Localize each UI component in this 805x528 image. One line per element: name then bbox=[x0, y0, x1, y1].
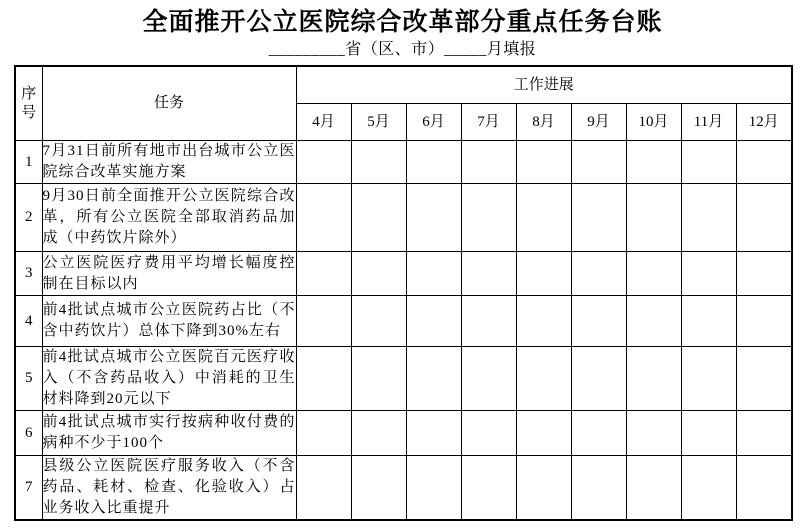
task-text: 前4批试点城市实行按病种收付费的病种不少于100个 bbox=[42, 411, 296, 456]
progress-cell bbox=[626, 252, 681, 296]
progress-cell bbox=[461, 141, 516, 184]
table-row bbox=[15, 184, 792, 252]
progress-cell bbox=[516, 296, 571, 347]
progress-cell bbox=[626, 347, 681, 411]
progress-cell bbox=[681, 456, 736, 521]
progress-cell bbox=[406, 347, 461, 411]
task-text: 前4批试点城市公立医院药占比（不含中药饮片）总体下降到30%左右 bbox=[42, 296, 296, 347]
header-task: 任务 bbox=[42, 66, 296, 141]
progress-cell bbox=[351, 141, 406, 184]
progress-cell bbox=[571, 252, 626, 296]
progress-cell bbox=[571, 347, 626, 411]
progress-cell bbox=[406, 252, 461, 296]
progress-cell bbox=[461, 347, 516, 411]
progress-cell bbox=[461, 296, 516, 347]
table-row bbox=[15, 141, 792, 184]
progress-cell bbox=[681, 296, 736, 347]
header-month-oct: 10月 bbox=[626, 104, 681, 141]
progress-cell bbox=[406, 456, 461, 521]
header-month-may: 5月 bbox=[351, 104, 406, 141]
table-row bbox=[15, 296, 792, 347]
table-row bbox=[15, 456, 792, 521]
header-work-progress: 工作进展 bbox=[296, 66, 792, 104]
row-number: 7 bbox=[15, 456, 42, 521]
task-text: 7月31日前所有地市出台城市公立医院综合改革实施方案 bbox=[42, 141, 296, 184]
progress-cell bbox=[626, 141, 681, 184]
row-number: 1 bbox=[15, 141, 42, 184]
progress-cell bbox=[461, 456, 516, 521]
header-month-sep: 9月 bbox=[571, 104, 626, 141]
progress-cell bbox=[296, 456, 351, 521]
progress-cell bbox=[461, 411, 516, 456]
progress-cell bbox=[736, 184, 792, 252]
progress-cell bbox=[351, 411, 406, 456]
document-subtitle: _________省（区、市）_____月填报 bbox=[268, 41, 537, 58]
progress-cell bbox=[571, 411, 626, 456]
task-text: 前4批试点城市公立医院百元医疗收入（不含药品收入）中消耗的卫生材料降到20元以下 bbox=[42, 347, 296, 411]
header-month-jul: 7月 bbox=[461, 104, 516, 141]
progress-cell bbox=[406, 141, 461, 184]
task-text: 公立医院医疗费用平均增长幅度控制在目标以内 bbox=[42, 252, 296, 296]
progress-cell bbox=[626, 456, 681, 521]
progress-cell bbox=[626, 184, 681, 252]
progress-cell bbox=[681, 252, 736, 296]
progress-cell bbox=[516, 347, 571, 411]
table-row bbox=[15, 411, 792, 456]
progress-cell bbox=[406, 411, 461, 456]
progress-cell bbox=[571, 456, 626, 521]
progress-cell bbox=[516, 456, 571, 521]
progress-cell bbox=[736, 296, 792, 347]
progress-cell bbox=[296, 411, 351, 456]
progress-cell bbox=[351, 184, 406, 252]
progress-cell bbox=[296, 252, 351, 296]
progress-cell bbox=[296, 347, 351, 411]
progress-cell bbox=[736, 411, 792, 456]
header-month-jun: 6月 bbox=[406, 104, 461, 141]
progress-cell bbox=[571, 141, 626, 184]
progress-cell bbox=[571, 296, 626, 347]
table-row bbox=[15, 347, 792, 411]
progress-cell bbox=[736, 252, 792, 296]
progress-cell bbox=[516, 184, 571, 252]
progress-cell bbox=[296, 141, 351, 184]
progress-cell bbox=[516, 252, 571, 296]
progress-cell bbox=[351, 456, 406, 521]
task-text: 9月30日前全面推开公立医院综合改革，所有公立医院全部取消药品加成（中药饮片除外） bbox=[42, 184, 296, 252]
progress-cell bbox=[681, 141, 736, 184]
header-month-aug: 8月 bbox=[516, 104, 571, 141]
progress-cell bbox=[351, 296, 406, 347]
progress-cell bbox=[681, 184, 736, 252]
progress-cell bbox=[351, 252, 406, 296]
task-ledger-table bbox=[14, 65, 793, 521]
row-number: 5 bbox=[15, 347, 42, 411]
row-number: 3 bbox=[15, 252, 42, 296]
progress-cell bbox=[351, 347, 406, 411]
header-serial-number: 序号 bbox=[15, 66, 42, 141]
progress-cell bbox=[681, 347, 736, 411]
progress-cell bbox=[736, 141, 792, 184]
progress-cell bbox=[296, 296, 351, 347]
progress-cell bbox=[296, 184, 351, 252]
progress-cell bbox=[681, 411, 736, 456]
progress-cell bbox=[571, 184, 626, 252]
progress-cell bbox=[626, 296, 681, 347]
header-month-dec: 12月 bbox=[736, 104, 792, 141]
row-number: 6 bbox=[15, 411, 42, 456]
progress-cell bbox=[626, 411, 681, 456]
table-row bbox=[15, 252, 792, 296]
document-title: 全面推开公立医院综合改革部分重点任务台账 bbox=[142, 9, 663, 36]
header-month-apr: 4月 bbox=[296, 104, 351, 141]
progress-cell bbox=[406, 184, 461, 252]
row-number: 2 bbox=[15, 184, 42, 252]
progress-cell bbox=[736, 456, 792, 521]
progress-cell bbox=[516, 141, 571, 184]
progress-cell bbox=[736, 347, 792, 411]
task-text: 县级公立医院医疗服务收入（不含药品、耗材、检查、化验收入）占业务收入比重提升 bbox=[42, 456, 296, 521]
row-number: 4 bbox=[15, 296, 42, 347]
progress-cell bbox=[461, 184, 516, 252]
progress-cell bbox=[516, 411, 571, 456]
progress-cell bbox=[461, 252, 516, 296]
progress-cell bbox=[406, 296, 461, 347]
header-month-nov: 11月 bbox=[681, 104, 736, 141]
